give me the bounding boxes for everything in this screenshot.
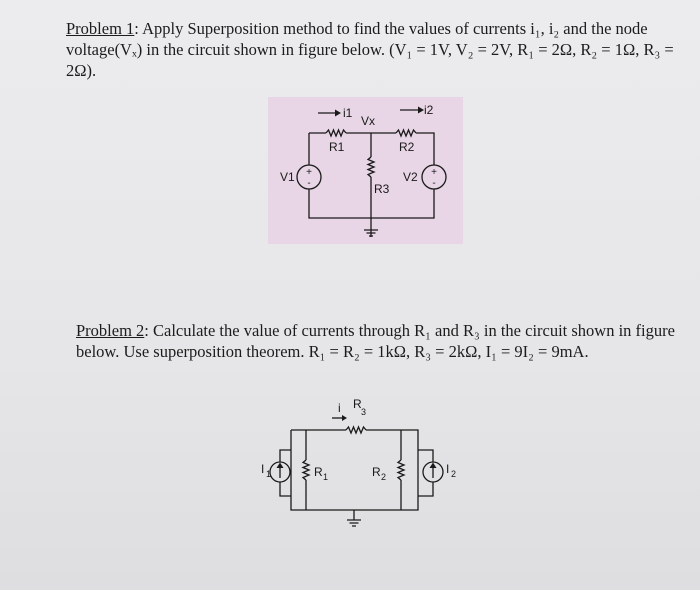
label-r2-subscript: 2	[381, 472, 387, 482]
wire	[416, 133, 434, 165]
problem-2-heading: Problem 2	[76, 321, 145, 340]
label-r1-subscript: 1	[323, 472, 329, 482]
resistor-r2-symbol	[398, 460, 404, 480]
v2-minus-sign: -	[432, 178, 436, 189]
label-r1: R1	[329, 140, 345, 154]
label-i2: i2	[424, 103, 434, 117]
label-r3-subscript: 3	[361, 407, 367, 417]
arrowhead	[430, 463, 437, 469]
v1-minus-sign: -	[307, 178, 311, 189]
v1-plus-sign: +	[306, 167, 312, 178]
problem-2-statement	[76, 320, 676, 362]
wire	[280, 450, 291, 462]
resistor-r3-symbol	[346, 427, 366, 433]
label-i1: I	[261, 462, 265, 476]
circuit-diagram-2	[236, 392, 462, 537]
arrowhead	[277, 463, 284, 469]
arrowhead	[335, 110, 341, 117]
label-r3: R3	[374, 182, 390, 196]
label-i2: I	[446, 462, 450, 476]
resistor-r1-symbol	[326, 130, 346, 136]
circuit-diagram-1	[268, 97, 463, 244]
problem-1-statement	[66, 18, 676, 81]
label-i2-subscript: 2	[451, 469, 457, 479]
wire	[418, 450, 433, 462]
label-r2: R	[372, 465, 381, 479]
label-vx: Vx	[361, 114, 376, 128]
label-r2: R2	[399, 140, 415, 154]
problem-2-text: : Calculate the value of currents through R₁ and R₃ in the circuit shown in figure below. Use superposition theorem. R₁ = R₂ = 1kΩ, R₃ = 2kΩ, I₁ = 9I₂ = 9mA.	[76, 321, 675, 361]
problem-1-heading: Problem 1	[66, 19, 135, 38]
resistor-r3-symbol	[368, 157, 374, 177]
problem-1-text: : Apply Superposition method to find the values of currents i₁, i₂ and the node voltage(Vₓ) in the circuit shown in figure below. (V₁ = 1V, V₂ = 2V, R₁ = 2Ω, R₂ = 1Ω, R₃ = 2Ω).	[66, 19, 674, 80]
circuit-2-svg	[236, 392, 462, 537]
label-r1: R	[314, 465, 323, 479]
wire	[418, 482, 433, 496]
ground-symbol	[347, 510, 361, 526]
label-v2: V2	[403, 170, 418, 184]
label-i1-subscript: 1	[266, 469, 272, 479]
resistor-r1-symbol	[303, 460, 309, 480]
v2-plus-sign: +	[431, 167, 437, 178]
circuit-1-svg	[268, 97, 463, 244]
resistor-r2-symbol	[396, 130, 416, 136]
arrowhead	[342, 415, 347, 421]
wire	[280, 482, 291, 496]
label-v1: V1	[280, 170, 295, 184]
label-i: i	[338, 401, 341, 415]
label-r3: R	[353, 397, 362, 411]
label-i1: i1	[343, 106, 353, 120]
